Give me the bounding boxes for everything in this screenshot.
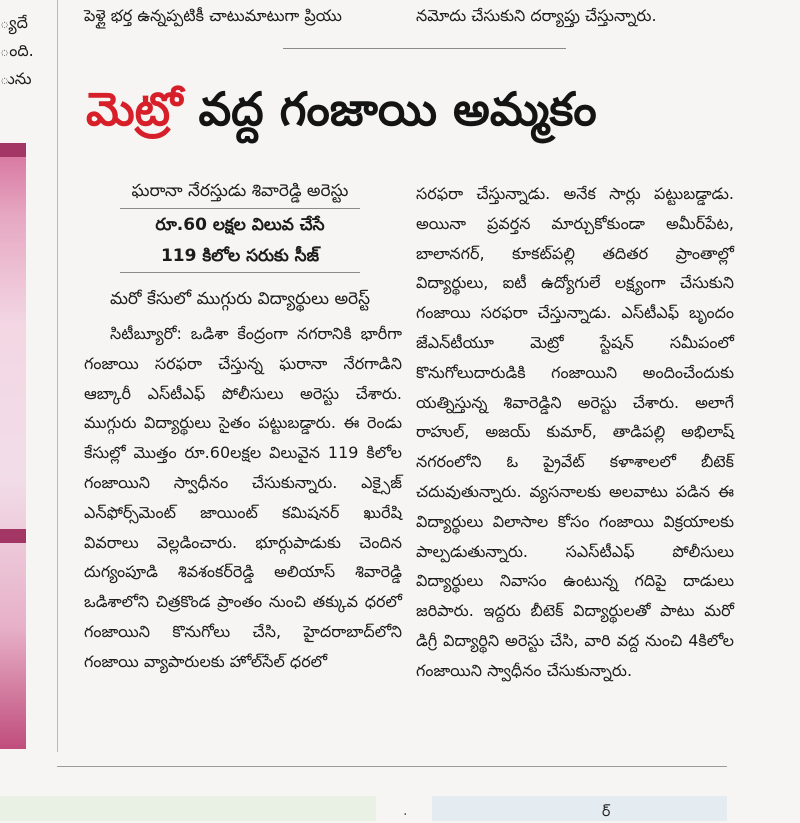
column-divider xyxy=(57,0,58,752)
next-article-fragment: ర్ xyxy=(602,804,611,820)
left-edge-fragment-3: ును xyxy=(0,69,32,88)
next-article-box-right xyxy=(432,796,727,821)
deck-rule-2 xyxy=(120,272,360,273)
left-edge-fragment-1: ్యదే xyxy=(0,13,28,32)
prev-article-line-right: నమోదు చేసుకుని దర్యాప్తు చేస్తున్నారు. xyxy=(416,6,657,25)
article-body-right xyxy=(416,179,734,686)
deck-line-2: రూ.60 లక్షల విలువ చేసే xyxy=(155,215,325,235)
bottom-mark: · xyxy=(403,807,408,823)
top-divider xyxy=(283,48,566,49)
bottom-divider xyxy=(57,766,727,767)
article-paragraph-right: సరఫరా చేస్తున్నాడు. అనేక సార్లు పట్టుబడ్డాడు. అయినా ప్రవర్తన మార్చుకోకుండా అమీర్‌పేట, బాలానగర్‌, కూకట్‌పల్లి తదితర ప్రాంతాల్లో విద్యార్థులు, ఐటీ ఉద్యోగులే లక్ష్యంగా చేసుకుని గంజాయి సరఫరా చేస్తున్నాడు. ఎస్‌టీఎఫ్‌ బృందం జేఎన్‌టీయూ మెట్రో స్టేషన్‌ సమీపంలో కొనుగోలుదారుడికి గంజాయిని అందించేందుకు యత్నిస్తున్న శివారెడ్డిని అరెస్టు చేశారు. అలాగే రాహుల్‌, అజయ్‌ కుమార్‌, తాడిపల్లి అభిలాష్‌ నగరంలోని ఓ ప్రైవేట్‌ కళాశాలలో బీటెక్‌ చదువుతున్నారు. వ్యసనాలకు అలవాటు పడిన ఈ విద్యార్థులు విలాసాల కోసం గంజాయి విక్రయాలకు పాల్పడుతున్నారు. సఎస్‌టీఎఫ్‌ పోలీసులు విద్యార్థులు నివాసం ఉంటున్న గదిపై దాడులు జరిపారు. ఇద్దరు బీటెక్‌ విద్యార్థులతో పాటు మరో డిగ్రీ విద్యార్థిని అరెస్టు చేసి, వారి వద్ద నుంచి 4కిలోల గంజాయిని స్వాధీనం చేసుకున్నారు. xyxy=(416,184,734,680)
headline xyxy=(86,82,726,148)
deck-line-1: ఘరానా నేరస్తుడు శివారెడ్డి అరెస్టు xyxy=(131,181,349,201)
article-body-left xyxy=(84,319,402,677)
headline-red: మెట్రో xyxy=(86,82,183,136)
deck-rule-1 xyxy=(120,208,360,209)
deck-line-4: మరో కేసులో ముగ్గురు విద్యార్థులు అరెస్ట్ xyxy=(109,289,371,309)
adjacent-advertisement-strip xyxy=(0,143,26,749)
left-edge-fragment-2: ంది. xyxy=(0,41,34,60)
article-paragraph-left: సిటీబ్యూరో: ఒడిశా కేంద్రంగా నగరానికి భారీగా గంజాయి సరఫరా చేస్తున్న ఘరానా నేరగాడిని ఆబ్కారీ ఎస్‌టీఎఫ్‌ పోలీసులు అరెస్టు చేశారు. ముగ్గురు విద్యార్థులు సైతం పట్టుబడ్డారు. ఈ రెండు కేసుల్లో మొత్తం రూ.60లక్షల విలువైన 119 కిలోల గంజాయిని స్వాధీనం చేసుకున్నారు. ఎక్సైజ్‌ ఎన్‌ఫోర్స్‌మెంట్‌ జాయింట్‌ కమిషనర్‌ ఖురేషి వివరాలు వెల్లడించారు. భూర్గుపాడుకు చెందిన దుగ్యంపూడి శివశంకర్‌రెడ్డి అలియాస్‌ శివారెడ్డి ఒడిశాలోని చిత్రకొండ ప్రాంతం నుంచి తక్కువ ధరలో గంజాయిని కొనుగోలు చేసి, హైదరాబాద్‌లోని గంజాయి వ్యాపారులకు హోల్‌సేల్‌ ధరలో xyxy=(84,324,402,671)
next-article-box-left xyxy=(0,796,376,821)
headline-black: వద్ద గంజాయి అమ్మకం xyxy=(198,82,597,136)
deck-line-3: 119 కిలోల సరుకు సీజ్ xyxy=(160,246,320,266)
prev-article-line-left: పెళ్లై భర్త ఉన్నప్పటికీ చాటుమాటుగా ప్రియు xyxy=(84,6,342,25)
